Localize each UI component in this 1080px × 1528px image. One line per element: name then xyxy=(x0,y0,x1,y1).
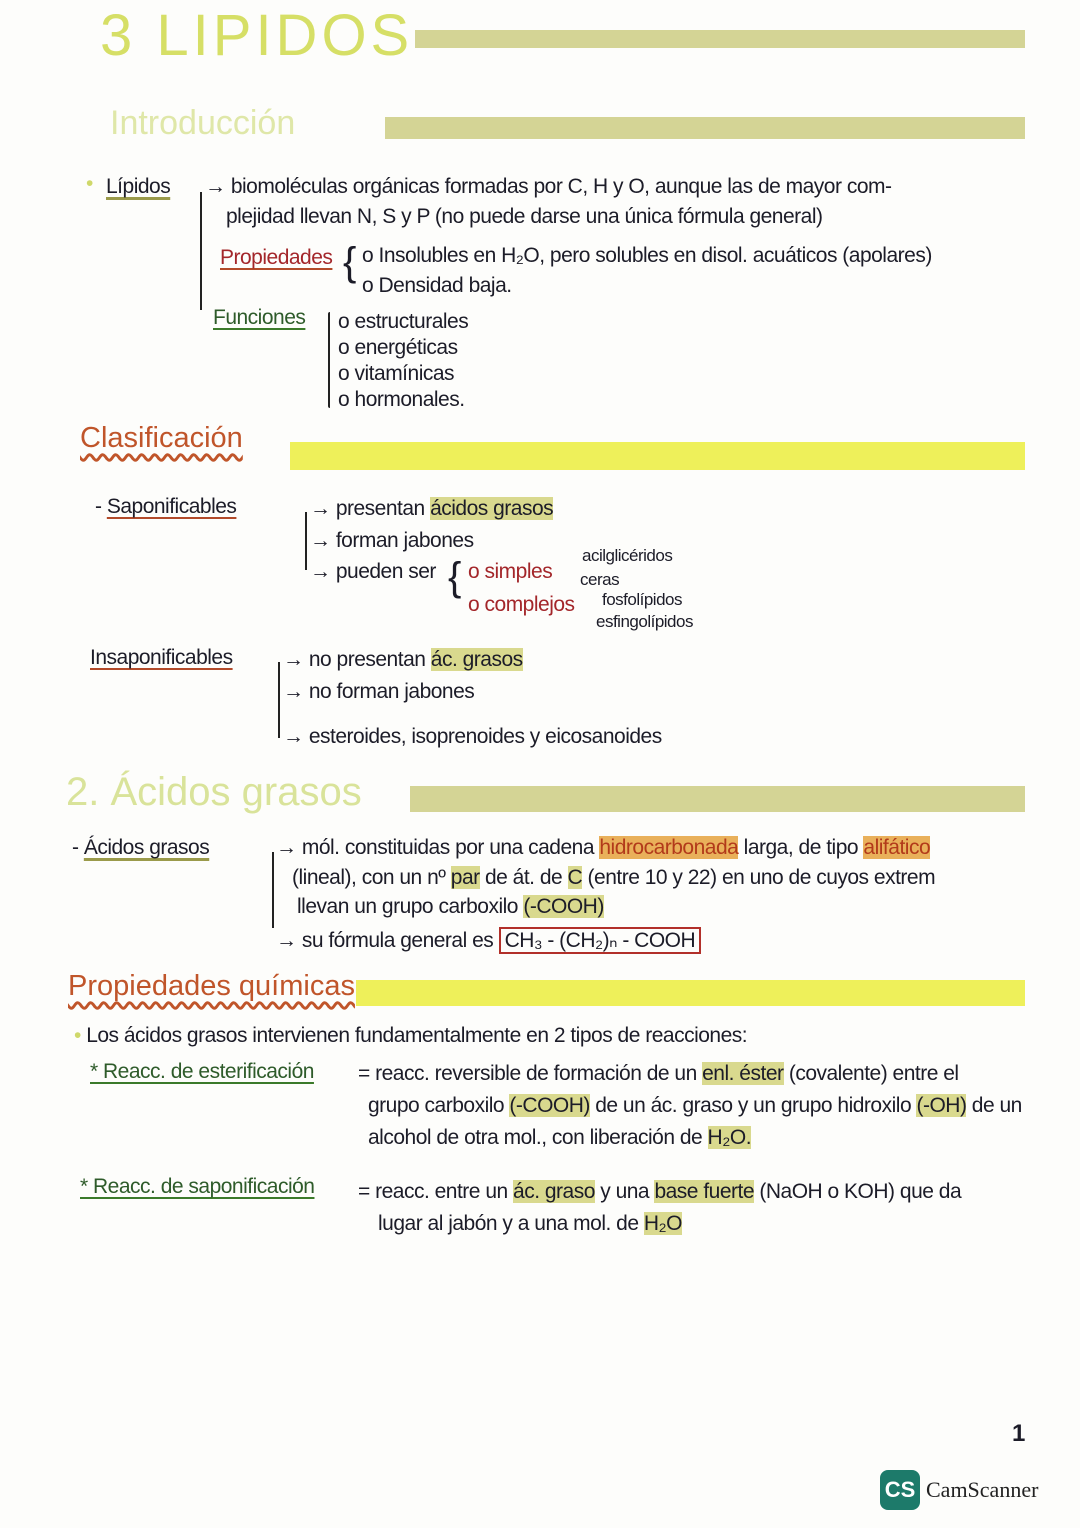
saponificacion-label: * Reacc. de saponificación xyxy=(80,1175,315,1198)
clasificacion-heading: Clasificación xyxy=(80,422,243,454)
simples-sub: ceras xyxy=(580,570,620,589)
insaponificables-label: Insaponificables xyxy=(90,646,233,669)
highlight: H₂O. xyxy=(707,1126,752,1149)
funciones-label: Funciones xyxy=(213,306,306,329)
propiedades-intro: • Los ácidos grasos intervienen fundamentalmente en 2 tipos de reacciones: xyxy=(74,1024,748,1047)
highlight: (-COOH) xyxy=(509,1094,590,1117)
page-title xyxy=(100,2,413,69)
text: (entre 10 y 22) en uno de cuyos extrem xyxy=(582,866,936,889)
insapon-item-1 xyxy=(283,648,523,672)
text: → su fórmula general es xyxy=(276,929,499,952)
ester-line-1 xyxy=(358,1062,959,1086)
intro-heading: Introducción xyxy=(110,104,296,142)
text: → no presentan xyxy=(283,648,431,671)
acidos-line-1 xyxy=(276,836,930,860)
sapon-item-3: → pueden ser xyxy=(310,560,436,583)
insapon-item-2: → no forman jabones xyxy=(283,680,475,703)
camscanner-text: CamScanner xyxy=(926,1477,1039,1502)
page-number: 1 xyxy=(1012,1420,1025,1447)
text: de un xyxy=(966,1094,1022,1117)
formula-box: CH₃ - (CH₂)ₙ - COOH xyxy=(499,927,702,954)
bracket xyxy=(200,192,202,310)
funcion-item: o estructurales xyxy=(338,310,469,333)
sapon-item-2: → forman jabones xyxy=(310,529,474,552)
highlight: alifático xyxy=(863,836,931,859)
text: alcohol de otra mol., con liberación de xyxy=(368,1126,708,1149)
intro-highlight-bar xyxy=(385,117,1025,139)
text: = reacc. reversible de formación de un xyxy=(358,1062,703,1085)
title-text: LIPIDOS xyxy=(156,3,414,68)
title-number: 3 xyxy=(100,3,137,68)
funcion-item: o hormonales. xyxy=(338,388,465,411)
text: larga, de tipo xyxy=(738,836,864,859)
lipidos-def-line2: plejidad llevan N, S y P (no puede darse una única fórmula general) xyxy=(226,205,823,228)
propiedad-item: o Densidad baja. xyxy=(362,274,512,297)
bracket xyxy=(272,852,274,928)
acidos-line-2 xyxy=(292,866,935,890)
propiedad-item: o Insolubles en H₂O, pero solubles en disol. acuáticos (apolares) xyxy=(362,244,932,267)
title-highlight-bar xyxy=(415,30,1025,48)
funcion-item: o vitamínicas xyxy=(338,362,455,385)
simples-sub: acilglicéridos xyxy=(582,546,673,565)
acidos-heading: 2. Ácidos grasos xyxy=(66,770,362,814)
highlight: (-COOH) xyxy=(523,895,604,918)
brace-icon: { xyxy=(343,240,356,284)
text: → presentan xyxy=(310,497,431,520)
propiedades-label: Propiedades xyxy=(220,246,333,269)
bullet: • xyxy=(86,172,93,195)
sapon-line-1 xyxy=(358,1180,961,1204)
complejos-label: o complejos xyxy=(468,593,575,616)
complejos-sub: esfingolípidos xyxy=(596,612,693,631)
acidos-row: - Ácidos grasos xyxy=(72,836,210,859)
text: y una xyxy=(594,1180,655,1203)
brace xyxy=(328,312,330,408)
acidos-label: Ácidos grasos xyxy=(83,836,210,859)
insapon-item-3: → esteroides, isoprenoides y eicosanoides xyxy=(283,725,662,748)
highlight: ác. graso xyxy=(513,1180,595,1203)
propiedades-highlight-bar xyxy=(356,980,1025,1006)
camscanner-watermark xyxy=(880,1470,1038,1510)
highlight: base fuerte xyxy=(654,1180,755,1203)
clasificacion-highlight-bar xyxy=(290,442,1025,470)
highlight: par xyxy=(450,866,480,889)
highlight: (-OH) xyxy=(916,1094,967,1117)
highlight: H₂O xyxy=(643,1212,683,1235)
propiedades-quimicas-heading: Propiedades químicas xyxy=(68,970,355,1002)
ester-line-2 xyxy=(368,1094,1022,1118)
acidos-line-4 xyxy=(276,928,701,953)
text: (covalente) entre el xyxy=(783,1062,959,1085)
text: grupo carboxilo xyxy=(368,1094,510,1117)
text: → mól. constituidas por una cadena xyxy=(276,836,600,859)
camscanner-logo-icon: CS xyxy=(880,1470,920,1510)
sapon-item-1 xyxy=(310,497,553,521)
esterificacion-label: * Reacc. de esterificación xyxy=(90,1060,314,1083)
highlight: ácidos grasos xyxy=(430,497,554,520)
bracket xyxy=(305,512,307,570)
sapon-line-2 xyxy=(378,1212,682,1236)
acidos-highlight-bar xyxy=(410,786,1025,812)
text: (lineal), con un nº xyxy=(292,866,451,889)
ester-line-3 xyxy=(368,1126,751,1150)
acidos-line-3 xyxy=(297,895,604,919)
complejos-sub: fosfolípidos xyxy=(602,590,682,609)
highlight: C xyxy=(567,866,583,889)
saponificables-label: Saponificables xyxy=(106,495,237,518)
text: llevan un grupo carboxilo xyxy=(297,895,524,918)
text: lugar al jabón y a una mol. de xyxy=(378,1212,644,1235)
lipidos-term: Lípidos xyxy=(106,175,171,198)
funcion-item: o energéticas xyxy=(338,336,458,359)
lipidos-def-line1: → biomoléculas orgánicas formadas por C, H y O, aunque las de mayor com- xyxy=(205,175,892,198)
highlight: ác. grasos xyxy=(430,648,523,671)
text: = reacc. entre un xyxy=(358,1180,514,1203)
brace-icon: { xyxy=(448,555,461,599)
text: de át. de xyxy=(479,866,568,889)
bracket xyxy=(278,662,280,738)
intro-text: Los ácidos grasos intervienen fundamentalmente en 2 tipos de reacciones: xyxy=(86,1024,748,1047)
highlight: hidrocarbonada xyxy=(599,836,739,859)
text: de un ác. graso y un grupo hidroxilo xyxy=(589,1094,917,1117)
highlight: enl. éster xyxy=(702,1062,784,1085)
saponificables-row: - Saponificables xyxy=(95,495,237,518)
simples-label: o simples xyxy=(468,560,553,583)
text: (NaOH o KOH) que da xyxy=(754,1180,962,1203)
